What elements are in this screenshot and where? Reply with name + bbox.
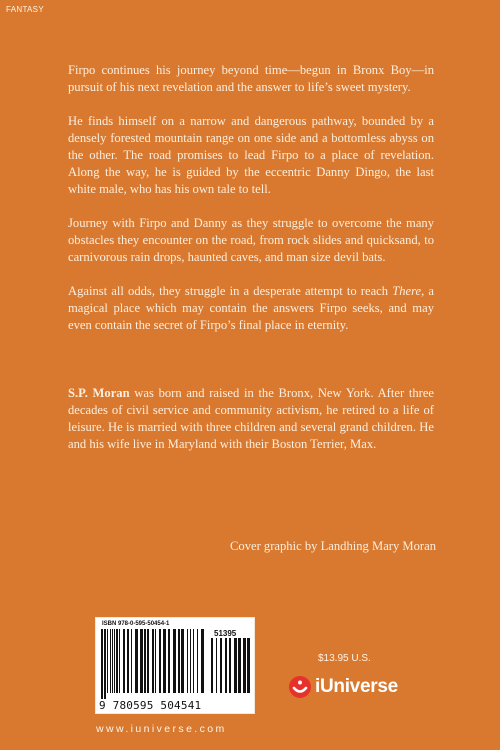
barcode-bar (127, 629, 129, 693)
blurb-paragraph-3: Journey with Firpo and Danny as they struggle to overcome the many obstacles they encounter on the road, from rock slides and quicksand, to carnivorous rain drops, haunted caves, and man size devil bats. (68, 216, 434, 264)
barcode-bar (238, 638, 241, 693)
barcode-bar (159, 629, 161, 693)
publisher-website: www.iuniverse.com (96, 723, 227, 735)
iuniverse-logo-icon (288, 675, 312, 699)
barcode-bar (178, 629, 180, 693)
barcode-bar (147, 629, 149, 693)
blurb-paragraph-2: He finds himself on a narrow and dangerous pathway, bounded by a densely forested mountain range on one side and a bottomless abyss on the other. The road promises to lead Firpo to a place of revelation. Along the way, he is guided by the eccentric Danny Dingo, the last white male, who has his own tale to tell. (68, 114, 434, 196)
author-name: S.P. Moran (68, 386, 130, 400)
barcode-bar (211, 638, 213, 693)
barcode-bar (144, 629, 146, 693)
price: $13.95 U.S. (318, 653, 371, 664)
barcode-bar (163, 629, 166, 693)
publisher-name: iUniverse (315, 676, 398, 697)
barcode-bar (152, 629, 154, 693)
isbn-label: ISBN 978-0-595-50454-1 (102, 621, 170, 627)
blurb-text: , a magical place which may contain the answers Firpo seeks, and may even contain the secret of Firpo’s final place in eternity. (68, 284, 434, 332)
blurb-text: Against all odds, they struggle in a desperate attempt to reach (68, 284, 393, 298)
barcode-bar (168, 629, 170, 693)
barcode-bar (101, 629, 103, 699)
blurb-paragraph-1: Firpo continues his journey beyond time—begun in Bronx Boy—in pursuit of his next revelation and the answer to life’s sweet mystery. (68, 63, 434, 94)
cover-credit: Cover graphic by Landhing Mary Moran (230, 539, 436, 553)
barcode-bar (135, 629, 138, 693)
barcode-bar (234, 638, 237, 693)
barcode-bar (112, 629, 113, 693)
barcode-bar (197, 629, 198, 693)
barcode-bar (155, 629, 156, 693)
blurb-paragraph-4 (68, 283, 434, 334)
barcode-bar (190, 629, 191, 693)
barcode-bar (173, 629, 176, 693)
barcode-bar (104, 629, 106, 699)
barcode-bar (247, 638, 250, 693)
barcode-bar (229, 638, 231, 693)
blurb-emphasis: There (392, 284, 422, 298)
barcode-bar (216, 638, 217, 693)
barcode-bar (220, 638, 222, 693)
publisher-logo (288, 675, 398, 699)
barcode-bar (114, 629, 115, 693)
barcode-bar (110, 629, 111, 693)
isbn-barcode (95, 617, 255, 714)
barcode-bar (131, 629, 132, 693)
barcode-bar (243, 638, 246, 693)
bio-text: was born and raised in the Bronx, New York. After three decades of civil service and community activism, he retired to a life of leisure. He is married with three children and several grand children. He and his wife live in Maryland with their Boston Terrier, Max. (68, 386, 435, 451)
barcode-supplement-number: 51395 (214, 629, 237, 638)
barcode-bar (140, 629, 143, 693)
barcode-bar (201, 629, 204, 693)
author-bio (68, 385, 434, 453)
barcode-bar (187, 629, 188, 693)
back-cover-blurb (68, 62, 434, 351)
barcode-bars (101, 629, 207, 699)
genre-label: FANTASY (6, 5, 44, 14)
barcode-bar (181, 629, 184, 693)
barcode-bar (107, 629, 108, 693)
barcode-bar (193, 629, 194, 693)
barcode-supplement-bars (211, 638, 251, 699)
barcode-bar (123, 629, 125, 693)
barcode-bar (119, 629, 120, 693)
barcode-digits: 9 780595 504541 (99, 699, 202, 712)
barcode-bar (116, 629, 118, 693)
barcode-bar (225, 638, 227, 693)
